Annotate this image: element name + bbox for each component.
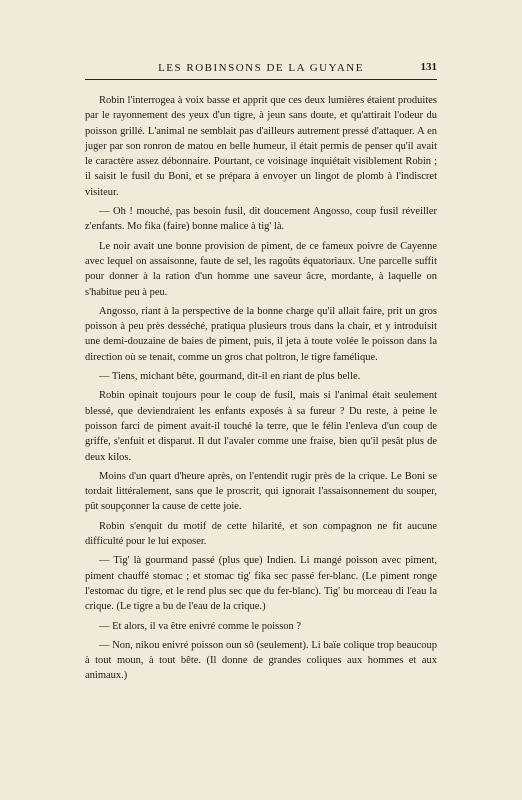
paragraph: Le noir avait une bonne provision de piment, de ce fameux poivre de Cayenne avec lequel on assaisonne, faute de sel, les ragoûts équatoriaux. Une parcelle suffit pour donner à la ration d'un homme une saveur âcre, mordante, à laquelle on s'habitue peu à peu.: [85, 240, 437, 298]
running-title: LES ROBINSONS DE LA GUYANE: [158, 62, 364, 74]
paragraph: — Non, nikou enivré poisson oun sô (seulement). Li baïe colique trop beaucoup à tout moun, à tout bête. (Il donne de grandes coliques aux hommes et aux animaux.): [85, 639, 437, 682]
paragraph: Robin l'interrogea à voix basse et apprit que ces deux lumières étaient produites par le rayonnement des yeux d'un tigre, à jeun sans doute, et qu'attirait l'odeur du poisson grillé. L'animal ne semblait pas d'ailleurs autrement pressé d'attaquer. A en juger par son ronron de matou en belle humeur, il était permis de penser qu'il avait le caractère assez débonnaire. Pourtant, ce voisinage inquiétait visiblement Robin ; il saisit le fusil du Boni, et se prépara à envoyer un lingot de plomb à l'indiscret visiteur.: [85, 95, 437, 198]
paragraph: — Tiens, michant bête, gourmand, dit-il en riant de plus belle.: [99, 371, 361, 383]
paragraph: Robin s'enquit du motif de cette hilarité, et son compagnon ne fit aucune difficulté pour le lui exposer.: [85, 520, 437, 548]
paragraph: — Et alors, il va être enivré comme le poisson ?: [99, 620, 302, 632]
paragraph: Angosso, riant à la perspective de la bonne charge qu'il allait faire, prit un gros poisson à peu près desséché, pratiqua plusieurs trous dans la chair, et y introduisit une demi-douzaine de baies de piment, puis, il jeta à toute volée le poisson dans la direction où se tenait, comme un gros chat poltron, le tigre famélique.: [85, 305, 437, 363]
paragraph: — Tig' là gourmand passé (plus que) Indien. Li mangé poisson avec piment, piment chauffé stomac ; et stomac tig' fika sec passé fer-blanc. (Le piment ronge l'estomac du tigre, et le rend plus sec que du fer-blanc). Tig' bu morceau di l'eau la crique. (Le tigre a bu de l'eau de la crique.): [85, 555, 437, 613]
page-body: [85, 93, 437, 688]
paragraph: Robin opinait toujours pour le coup de fusil, mais si l'animal était seulement blessé, que deviendraient les enfants exposés à sa fureur ? Du reste, à peine le poisson farci de piment avait-il touché la terre, que le félin l'enleva d'un coup de griffe, s'enfuit et disparut. Il dut l'avaler comme une fraise, bien qu'il pesât plus de deux kilos.: [85, 390, 437, 463]
page-header: [85, 60, 437, 78]
header-rule: [85, 79, 437, 80]
page-number: 131: [420, 61, 437, 73]
paragraph: Moins d'un quart d'heure après, on l'entendit rugir près de la crique. Le Boni se tordait littéralement, sans que le proscrit, qui ignorait l'assaisonnement du souper, pût soupçonner la cause de cette joie.: [85, 470, 437, 513]
paragraph: — Oh ! mouché, pas besoin fusil, dit doucement Angosso, coup fusil réveiller z'enfants. Mo fika (faire) bonne malice à tig' là.: [85, 206, 437, 233]
